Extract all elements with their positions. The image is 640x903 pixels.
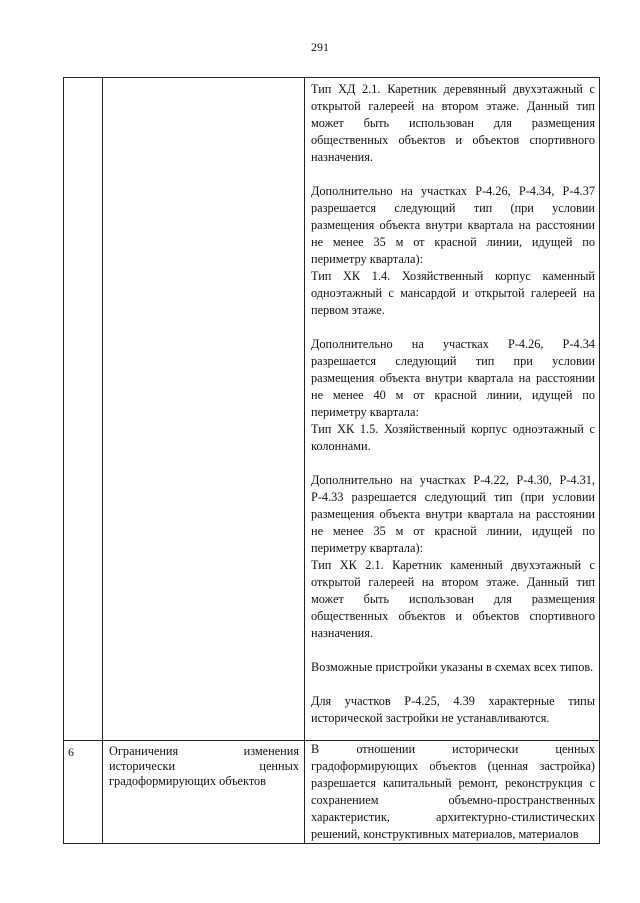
row-content-cell	[305, 741, 600, 844]
paragraph: Тип ХК 1.5. Хозяйственный корпус одноэтажный с колоннами.	[311, 422, 595, 453]
paragraph: Тип ХК 1.4. Хозяйственный корпус каменный одноэтажный с мансардой и открытой галереей на первом этаже.	[311, 269, 595, 317]
table-row	[64, 78, 600, 741]
table-row	[64, 741, 600, 844]
page-number: 291	[311, 40, 329, 54]
paragraph: Дополнительно на участках Р-4.26, Р-4.34 разрешается следующий тип при условии размещения объекта внутри квартала на расстоянии не менее 40 м от красной линии, идущей по периметру квартала:	[311, 337, 595, 419]
row-content-cell	[305, 78, 600, 741]
paragraph: Для участков Р-4.25, 4.39 характерные типы исторической застройки не устанавливаются.	[311, 694, 595, 725]
paragraph: Дополнительно на участках Р-4.26, Р-4.34, Р-4.37 разрешается следующий тип (при условии размещения объекта внутри квартала на расстоянии не менее 35 м от красной линии, идущей по периметру квартала):	[311, 184, 595, 266]
row-number-cell	[64, 78, 103, 741]
paragraph: Тип ХК 2.1. Каретник каменный двухэтажный с открытой галереей на втором этаже. Данный тип может быть использован для размещения общественных объектов и объектов спортивного назначения.	[311, 558, 595, 640]
row-number-cell: 6	[64, 741, 103, 844]
paragraph: Дополнительно на участках Р-4.22, Р-4.30, Р-4.31, Р-4.33 разрешается следующий тип (при условии размещения объекта внутри квартала на расстоянии не менее 35 м от красной линии, идущей по периметру квартала):	[311, 473, 595, 555]
row-name-cell	[103, 78, 305, 741]
paragraph: В отношении исторически ценных градоформирующих объектов (ценная застройка) разрешается капитальный ремонт, реконструкция с сохранением объемно-пространственных характеристик, архитектурно-стилистических решений, конструктивных материалов, материалов	[311, 742, 595, 841]
row-name-cell: Ограничения изменения исторически ценных градоформирующих объектов	[103, 741, 305, 844]
paragraph: Тип ХД 2.1. Каретник деревянный двухэтажный с открытой галереей на втором этаже. Данный тип может быть использован для размещения общественных объектов и объектов спортивного назначения.	[311, 82, 595, 164]
paragraph: Возможные пристройки указаны в схемах всех типов.	[311, 660, 594, 674]
regulations-table	[63, 77, 600, 844]
